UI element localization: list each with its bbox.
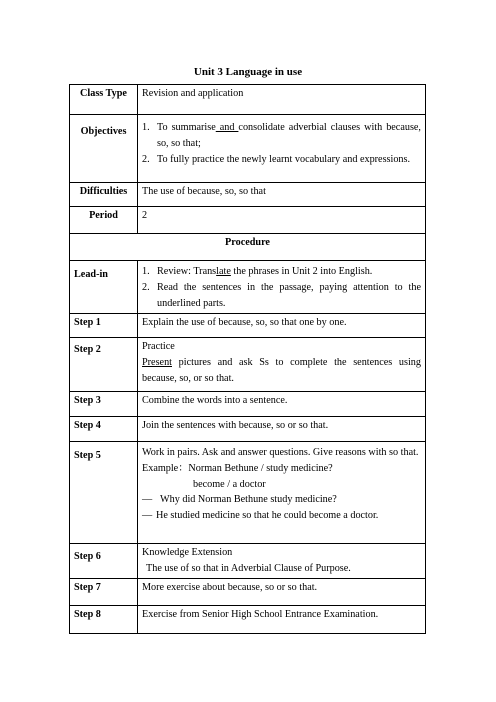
step-1-value: Explain the use of because, so, so that one by one. xyxy=(138,314,426,338)
step-6-heading: Knowledge Extension xyxy=(142,547,233,558)
underlined-text: late xyxy=(216,266,231,277)
document-title: Unit 3 Language in use xyxy=(193,66,303,78)
difficulties-value: The use of because, so, so that xyxy=(138,183,426,207)
step-3-value: Combine the words into a sentence. xyxy=(138,392,426,417)
step-1-label: Step 1 xyxy=(70,314,138,338)
list-text: the phrases in Unit 2 into English. xyxy=(230,266,373,277)
step-6-label xyxy=(70,544,138,579)
table-row xyxy=(70,183,426,207)
step-2-label-text: Step 2 xyxy=(74,344,101,355)
underlined-text: and xyxy=(215,122,239,133)
list-number: 1. xyxy=(142,122,150,133)
step-5-value xyxy=(138,442,426,544)
step-7-value: More exercise about because, so or so that. xyxy=(138,578,426,605)
table-row xyxy=(70,234,426,261)
list-number: 2. xyxy=(142,281,150,293)
objectives-label-text: Objectives xyxy=(80,126,127,137)
list-number: 2. xyxy=(142,153,150,165)
step-4-label: Step 4 xyxy=(70,417,138,442)
objectives-value xyxy=(138,115,426,183)
table-row xyxy=(70,605,426,633)
period-value: 2 xyxy=(138,207,426,234)
step-3-label: Step 3 xyxy=(70,392,138,417)
table-row xyxy=(70,338,426,392)
example-text: Norman Bethune / study medicine? xyxy=(188,462,333,474)
dialog-question xyxy=(142,492,421,508)
step-5-label-text: Step 5 xyxy=(74,450,101,461)
question-text: Why did Norman Bethune study medicine? xyxy=(160,494,337,506)
dash-icon: — xyxy=(142,494,153,506)
step-2-text xyxy=(142,355,421,387)
step-7-label: Step 7 xyxy=(70,578,138,605)
step-8-value: Exercise from Senior High School Entrance Examination. xyxy=(138,605,426,633)
objectives-label xyxy=(70,115,138,183)
example-label: Example： xyxy=(142,462,189,474)
table-row xyxy=(70,392,426,417)
list-text: consolidate adverbial clauses with because, so, so that; xyxy=(157,122,421,149)
answer-text: He studied medicine so that he could become a doctor. xyxy=(156,510,379,522)
period-label: Period xyxy=(70,207,138,234)
difficulties-label: Difficulties xyxy=(70,183,138,207)
list-item xyxy=(142,120,421,152)
list-text: To fully practice the newly learnt vocabulary and expressions. xyxy=(157,153,411,165)
table-row xyxy=(70,261,426,314)
table-row xyxy=(70,442,426,544)
step-5-intro: Work in pairs. Ask and answer questions. Give reasons with so that. xyxy=(142,447,419,458)
list-item xyxy=(142,264,421,280)
dialog-answer xyxy=(142,508,421,524)
list-text: Review: Trans xyxy=(157,266,217,277)
table-row xyxy=(70,115,426,183)
lead-in-value xyxy=(138,261,426,314)
list-text: To summarise xyxy=(157,122,216,133)
table-row xyxy=(70,417,426,442)
table-row xyxy=(70,85,426,115)
step-6-text: The use of so that in Adverbial Clause of Purpose. xyxy=(146,562,351,574)
step-5-example xyxy=(142,461,421,477)
table-row xyxy=(70,544,426,579)
step-8-label: Step 8 xyxy=(70,605,138,633)
step-2-value xyxy=(138,338,426,392)
table-row xyxy=(70,578,426,605)
table-row xyxy=(70,207,426,234)
class-type-label: Class Type xyxy=(70,85,138,115)
procedure-header: Procedure xyxy=(70,234,426,261)
list-number: 1. xyxy=(142,266,150,277)
lesson-plan-table xyxy=(69,84,426,634)
step-6-value xyxy=(138,544,426,579)
list-item xyxy=(142,152,421,168)
step-6-label-text: Step 6 xyxy=(74,551,101,562)
list-item xyxy=(142,280,421,312)
lead-in-label-text: Lead-in xyxy=(74,269,108,280)
step-2-label xyxy=(70,338,138,392)
table-row xyxy=(70,314,426,338)
dash-icon: — xyxy=(142,510,153,522)
underlined-text: Present xyxy=(142,356,172,368)
class-type-value: Revision and application xyxy=(138,85,426,115)
example-line-2: become / a doctor xyxy=(193,478,266,490)
lead-in-label xyxy=(70,261,138,314)
list-text: Read the sentences in the passage, paying attention to the underlined parts. xyxy=(157,281,421,309)
step-2-heading: Practice xyxy=(142,341,175,352)
step-2-rest: pictures and ask Ss to complete the sentences using because, so, or so that. xyxy=(142,356,421,384)
step-4-value: Join the sentences with because, so or so that. xyxy=(138,417,426,442)
step-5-label xyxy=(70,442,138,544)
